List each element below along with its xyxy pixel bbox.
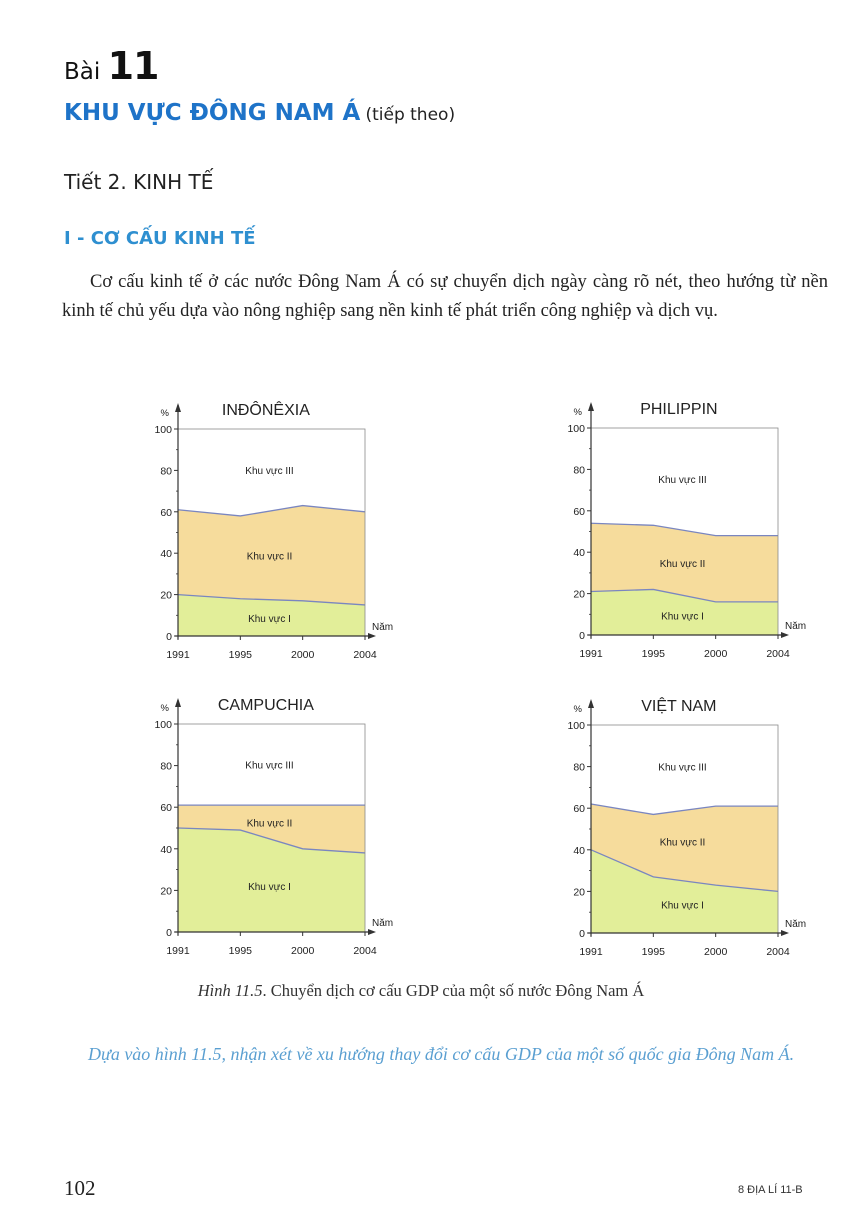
lesson-label: Bài xyxy=(64,59,101,85)
sector-label-khu-vuc-iii-viet-nam: Khu vực III xyxy=(658,762,707,774)
figure-caption xyxy=(0,981,842,1001)
y-tick-label-100-viet-nam: 100 xyxy=(567,720,585,732)
y-tick-label-80-campuchia: 80 xyxy=(160,760,172,773)
y-tick-label-20-viet-nam: 20 xyxy=(573,886,585,899)
period-heading: Tiết 2. KINH TẾ xyxy=(64,170,214,194)
y-axis-label-indonexia: % xyxy=(160,408,169,419)
question-text: Dựa vào hình 11.5, nhận xét về xu hướng thay đổi cơ cấu GDP của một số quốc gia Đông Nam Á. xyxy=(88,1044,795,1064)
x-tick-label-1991-philippin: 1991 xyxy=(579,648,603,660)
chart-title-viet-nam: VIỆT NAM xyxy=(641,698,717,715)
x-axis-label-indonexia: Năm xyxy=(372,622,394,633)
y-tick-label-0-viet-nam: 0 xyxy=(579,928,585,940)
x-tick-label-2004-indonexia: 2004 xyxy=(353,649,377,661)
intro-paragraph: Cơ cấu kinh tế ở các nước Đông Nam Á có sự chuyển dịch ngày càng rõ nét, theo hướng từ nền kinh tế chủ yếu dựa vào nông nghiệp sang nền kinh tế phát triển công nghiệp và dịch vụ. xyxy=(62,272,828,321)
page-number: 102 xyxy=(64,1176,96,1200)
y-tick-label-80-indonexia: 80 xyxy=(160,465,172,478)
sector-label-khu-vuc-iii-philippin: Khu vực III xyxy=(658,474,707,486)
y-tick-label-40-indonexia: 40 xyxy=(160,548,172,561)
sector-label-khu-vuc-i-indonexia: Khu vực I xyxy=(248,613,291,625)
x-tick-label-2004-viet-nam: 2004 xyxy=(766,946,790,958)
y-axis-label-campuchia: % xyxy=(160,703,169,714)
y-tick-label-60-indonexia: 60 xyxy=(160,506,172,519)
y-tick-label-100-indonexia: 100 xyxy=(154,424,172,436)
chart-campuchia xyxy=(154,697,393,957)
y-tick-label-60-viet-nam: 60 xyxy=(573,803,585,816)
chart-viet-nam xyxy=(567,696,806,958)
y-tick-label-0-philippin: 0 xyxy=(579,630,585,642)
x-axis-label-viet-nam: Năm xyxy=(785,919,807,930)
x-tick-label-1995-campuchia: 1995 xyxy=(228,945,253,957)
x-tick-label-2000-indonexia: 2000 xyxy=(290,649,315,661)
charts-figure xyxy=(0,380,842,980)
x-axis-arrow-philippin xyxy=(781,632,789,638)
x-tick-label-1995-viet-nam: 1995 xyxy=(641,946,666,958)
x-tick-label-1991-campuchia: 1991 xyxy=(166,945,190,957)
x-axis-arrow-viet-nam xyxy=(781,930,789,936)
chart-title-philippin: PHILIPPIN xyxy=(640,401,718,418)
x-tick-label-2000-campuchia: 2000 xyxy=(290,945,315,957)
y-tick-label-40-campuchia: 40 xyxy=(160,843,172,856)
x-axis-label-campuchia: Năm xyxy=(372,918,394,929)
y-tick-label-80-philippin: 80 xyxy=(573,464,585,477)
y-axis-label-philippin: % xyxy=(573,407,582,418)
y-tick-label-20-indonexia: 20 xyxy=(160,589,172,602)
y-tick-label-100-campuchia: 100 xyxy=(154,719,172,731)
sector-label-khu-vuc-i-philippin: Khu vực I xyxy=(661,611,704,623)
x-tick-label-1991-viet-nam: 1991 xyxy=(579,946,603,958)
y-tick-label-60-philippin: 60 xyxy=(573,505,585,518)
sector-label-khu-vuc-iii-indonexia: Khu vực III xyxy=(245,465,294,477)
chart-title-indonexia: INĐÔNÊXIA xyxy=(221,402,310,419)
x-tick-label-1995-philippin: 1995 xyxy=(641,648,666,660)
chart-philippin xyxy=(567,401,806,660)
page-title xyxy=(64,100,455,126)
x-axis-arrow-indonexia xyxy=(368,633,376,639)
chart-indonexia xyxy=(154,400,393,661)
title-main: KHU VỰC ĐÔNG NAM Á xyxy=(64,100,361,126)
y-tick-label-80-viet-nam: 80 xyxy=(573,761,585,774)
x-axis-label-philippin: Năm xyxy=(785,621,807,632)
figure-caption-text: . Chuyển dịch cơ cấu GDP của một số nước Đông Nam Á xyxy=(262,981,645,1000)
x-axis-arrow-campuchia xyxy=(368,929,376,935)
lesson-heading xyxy=(64,44,158,88)
y-tick-label-40-philippin: 40 xyxy=(573,547,585,560)
y-tick-label-0-campuchia: 0 xyxy=(166,927,172,939)
x-tick-label-2004-campuchia: 2004 xyxy=(353,945,377,957)
x-tick-label-2004-philippin: 2004 xyxy=(766,648,790,660)
sector-label-khu-vuc-ii-viet-nam: Khu vực II xyxy=(659,837,706,849)
title-suffix: (tiếp theo) xyxy=(365,105,456,125)
y-axis-arrow-indonexia xyxy=(175,403,181,412)
figure-label: Hình 11.5 xyxy=(197,981,263,1000)
y-tick-label-60-campuchia: 60 xyxy=(160,802,172,815)
sector-label-khu-vuc-i-campuchia: Khu vực I xyxy=(248,881,291,893)
sector-label-khu-vuc-i-viet-nam: Khu vực I xyxy=(661,900,704,912)
lesson-number: 11 xyxy=(107,44,159,88)
sector-label-khu-vuc-iii-campuchia: Khu vực III xyxy=(245,760,294,772)
y-axis-label-viet-nam: % xyxy=(573,704,582,715)
y-axis-arrow-campuchia xyxy=(175,698,181,707)
sector-label-khu-vuc-ii-philippin: Khu vực II xyxy=(659,559,706,571)
y-tick-label-40-viet-nam: 40 xyxy=(573,844,585,857)
x-tick-label-2000-viet-nam: 2000 xyxy=(703,946,728,958)
y-tick-label-20-campuchia: 20 xyxy=(160,885,172,898)
section-heading: I - CƠ CẤU KINH TẾ xyxy=(64,228,256,249)
y-tick-label-100-philippin: 100 xyxy=(567,423,585,435)
footer-code: 8 ĐỊA LÍ 11-B xyxy=(738,1184,803,1196)
x-tick-label-2000-philippin: 2000 xyxy=(703,648,728,660)
y-tick-label-0-indonexia: 0 xyxy=(166,631,172,643)
sector-label-khu-vuc-ii-indonexia: Khu vực II xyxy=(246,551,293,563)
sector-label-khu-vuc-ii-campuchia: Khu vực II xyxy=(246,818,293,830)
chart-title-campuchia: CAMPUCHIA xyxy=(217,697,314,714)
x-tick-label-1991-indonexia: 1991 xyxy=(166,649,190,661)
y-tick-label-20-philippin: 20 xyxy=(573,588,585,601)
y-axis-arrow-philippin xyxy=(588,402,594,411)
y-axis-arrow-viet-nam xyxy=(588,699,594,708)
x-tick-label-1995-indonexia: 1995 xyxy=(228,649,253,661)
